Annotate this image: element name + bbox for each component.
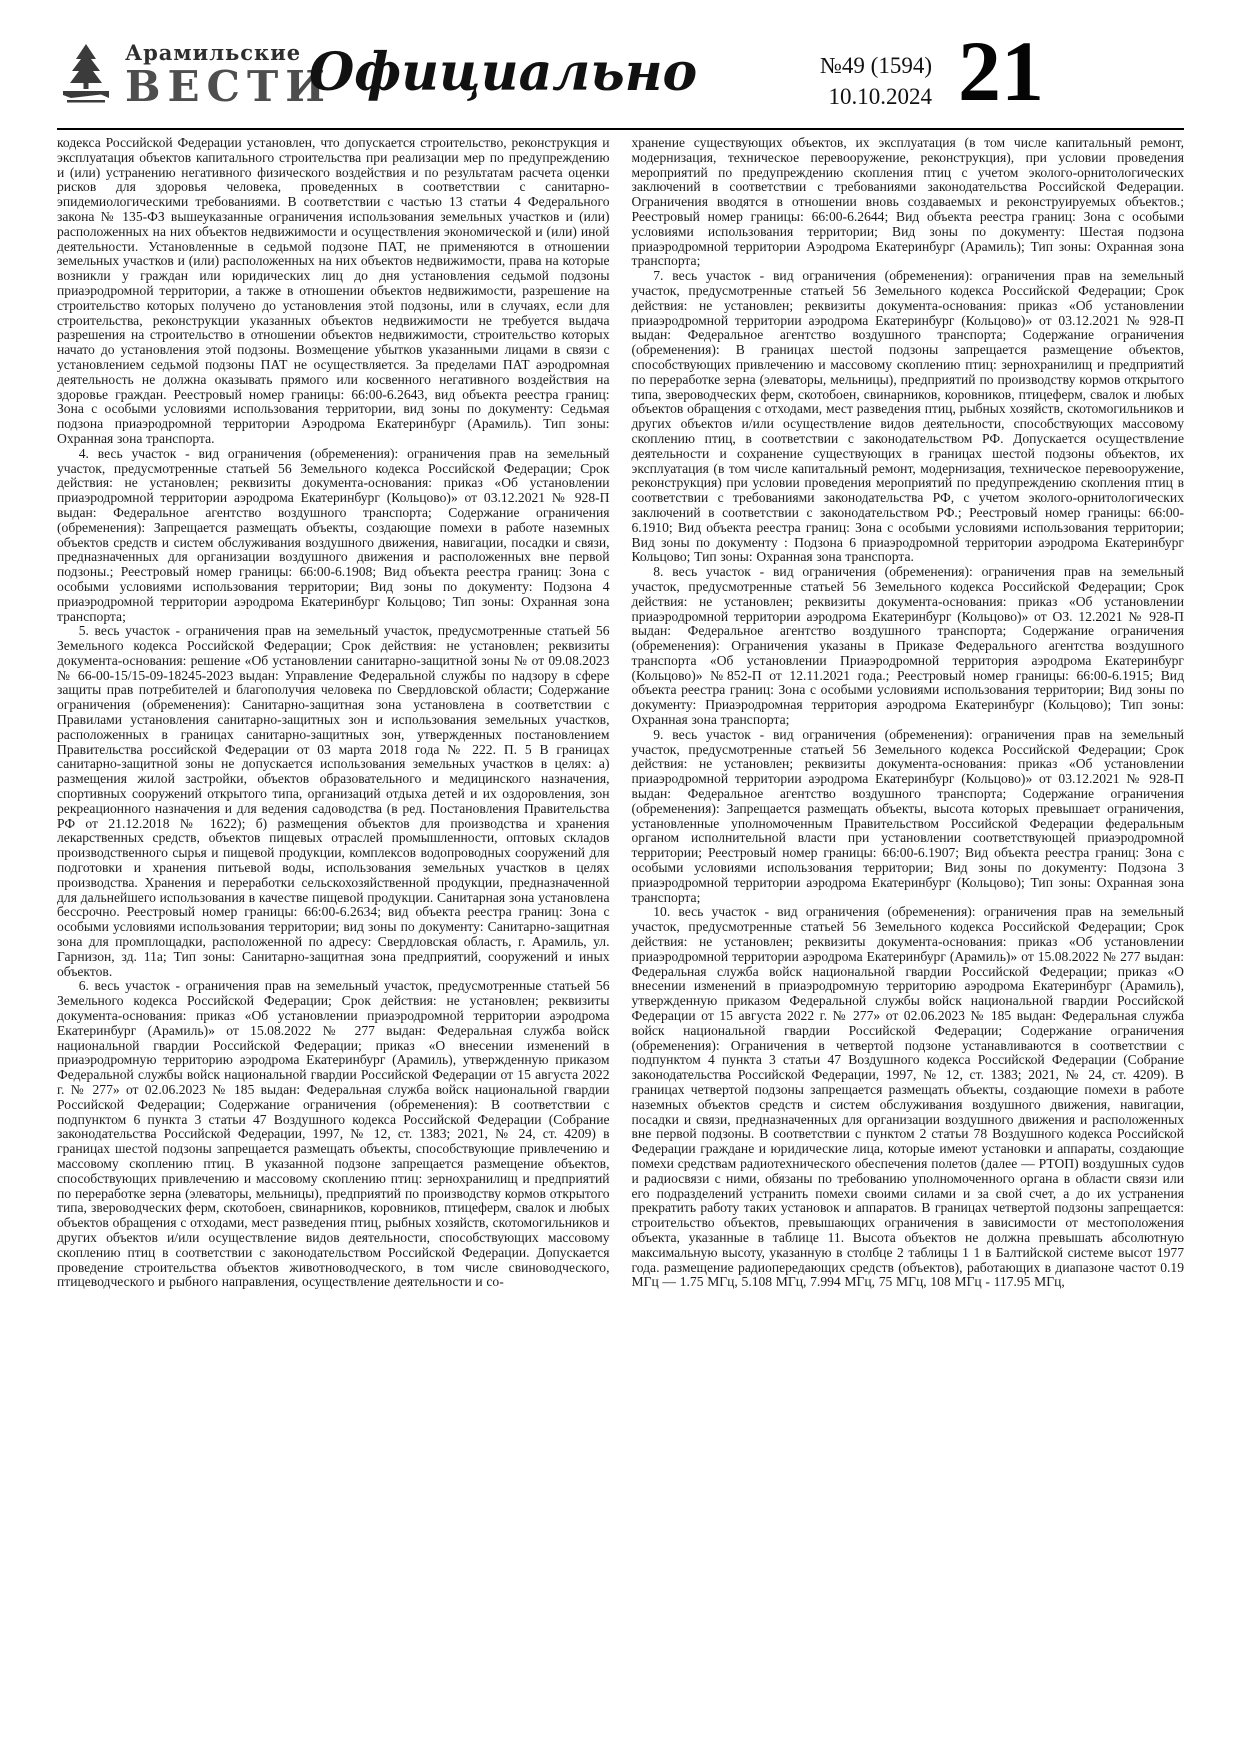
article-body	[57, 130, 1184, 1290]
paragraph-continuation: хранение существующих объектов, их эксплуатация (в том числе капитальный ремонт, модернизация, техническое перевооружение, реконструкция), при условии проведения мероприятий по предупреждению скопления птиц с учетом эколого-орнитологических заключений в соответствии с требованиями законодательства Российской Федерации. Ограничения вводятся в отношении вновь создаваемых и реконструируемых объектов.; Реестровый номер границы: 66:00-6.2644; Вид объекта реестра границ: Зона с особыми условиями использования территории; Вид зоны по документу: Шестая подзона приаэродромной территории Аэродрома Екатеринбург (Арамиль); Тип зоны: Охранная зона транспорта;	[631, 135, 1184, 269]
paragraph-item-4: 4. весь участок - вид ограничения (обременения): ограничения прав на земельный участок, предусмотренные статьей 56 Земельного кодекса Российской Федерации; Срок действия: не установлен; реквизиты документа-основания: приказ «Об установлении приаэродромной территории аэродрома Екатеринбург (Кольцово)» от 03.12.2021 № 928-П выдан: Федеральное агентство воздушного транспорта; Содержание ограничения (обременения): Запрещается размещать объекты, создающие помехи в работе наземных объектов средств и систем обслуживания воздушного движения, навигации, посадки и связи, предназначенных для организации воздушного движения и расположенных вне первой подзоны.; Реестровый номер границы: 66:00-6.1908; Вид объекта реестра границ: Зона с особыми условиями использования территории; Вид зоны по документу: Подзона 4 приаэродромной территории аэродрома Екатеринбург Кольцово; Тип зоны: Охранная зона транспорта;	[57, 445, 610, 624]
masthead	[57, 23, 1184, 126]
paragraph-item-6: 6. весь участок - ограничения прав на земельный участок, предусмотренные статьей 56 Земельного кодекса Российской Федерации; Срок действия: не установлен; реквизиты документа-основания: приказ «Об установлении приаэродромной территории аэродрома Екатеринбург (Арамиль)» от 15.08.2022 № 277 выдан: Федеральная служба войск национальной гвардии Российской Федерации; приказ «О внесении изменений в приаэродромную территорию аэродрома Екатеринбург (Арамиль), утвержденную приказом Федеральной службы войск национальной гвардии Российской Федерации от 15 августа 2022 г. № 277» от 02.06.2023 № 185 выдан: Федеральная служба войск национальной гвардии Российской Федерации; Содержание ограничения (обременения): В соответствии с подпунктом 6 пункта 3 статьи 47 Воздушного кодекса Российской Федерации (Собрание законодательства Российской Федерации, 1997, № 12, ст. 1383; 2021, № 24, ст. 4209) в границах шестой подзоны запрещается размещать объекты, способствующие привлечению и массовому скоплению птиц. В указанной подзоне запрещается размещение объектов, способствующих привлечению и массовому скоплению птиц: зернохранилищ и предприятий по переработке зерна (элеваторы, мельницы), предприятий по производству кормов открытого типа, звероводческих ферм, скотобоен, свинарников, коровников, птицеферм, свалок и любых объектов обращения с отходами, мест разведения птиц, рыбных хозяйств, скотомогильников и других объектов и/или осуществление видов деятельности, способствующих массовому скоплению птиц в соответствии с законодательством Российской Федерации. Допускается проведение строительства объектов животноводческого, в том числе свиноводческого, птицеводческого и рыбного направления, осуществление деятельности и со-	[57, 978, 610, 1290]
issue-number: №49 (1594)	[819, 53, 932, 78]
section-title: Официально	[309, 42, 698, 103]
paragraph-item-7: 7. весь участок - вид ограничения (обременения): ограничения прав на земельный участок, предусмотренные статьей 56 Земельного кодекса Российской Федерации; Срок действия: не установлен; реквизиты документа-основания: приказ «Об установлении приаэродромной территории аэродрома Екатеринбург (Кольцово)» от 03.12.2021 № 928-П выдан: Федеральное агентство воздушного транспорта; Содержание ограничения (обременения): В границах шестой подзоны запрещается размещение объектов, способствующих привлечению и массовому скоплению птиц: зернохранилищ и предприятий по переработке зерна (элеваторы, мельницы), предприятий по производству кормов открытого типа, звероводческих ферм, скотобоен, свинарников, коровников, птицеферм, свалок и любых объектов обращения с отходами, мест разведения птиц, рыбных хозяйств, скотомогильников и других объектов и/или осуществление видов деятельности, способствующих массовому скоплению птиц, в соответствии с законодательством РФ. Допускается осуществление деятельности и сохранение существующих в границах шестой подзоны объектов, их эксплуатация (в том числе капитальный ремонт, модернизация, техническое перевооружение, реконструкция) при условии проведения мероприятий по предупреждению скопления птиц в соответствии с требованиями законодательства РФ, с учетом эколого-орнитологических заключений в соответствии с законодательством РФ.; Реестровый номер границы: 66:00-6.1910; Вид объекта реестра границ: Зона с особыми условиями использования территории; Вид зоны по документу : Подзона 6 приаэродромной территории аэродрома Екатеринбург Кольцово; Тип зоны: Охранная зона транспорта.	[631, 268, 1184, 565]
issue-block	[820, 50, 932, 112]
left-column	[57, 136, 610, 1290]
aramil-crest-icon	[57, 42, 115, 104]
newspaper-brand	[57, 40, 332, 112]
paragraph-item-9: 9. весь участок - вид ограничения (обременения): ограничения прав на земельный участок, предусмотренные статьей 56 Земельного кодекса Российской Федерации; Срок действия: не установлен; реквизиты документа-основания: приказ «Об установлении приаэродромной территории аэродрома Екатеринбург (Кольцово)» от 03.12.2021 № 928-П выдан: Федеральное агентство воздушного транспорта; Содержание ограничения (обременения): Запрещается размещать объекты, высота которых превышает ограничения, установленные уполномоченным Правительством Российской Федерации федеральным органом исполнительной власти при установлении соответствующей приаэродромной территории; Реестровый номер границы: 66:00-6.1907; Вид объекта реестра границ: Зона с особыми условиями использования территории; Вид зоны по документу: Подзона 3 приаэродромной территории аэродрома Екатеринбург (Кольцово); Тип зоны: Охранная зона транспорта;	[631, 726, 1184, 905]
issue-date: 10.10.2024	[828, 84, 932, 110]
brand-name-bottom: ВЕСТИ	[125, 62, 332, 112]
brand-name-top: Арамильские	[125, 40, 302, 65]
paragraph-item-5: 5. весь участок - ограничения прав на земельный участок, предусмотренные статьей 56 Земельного кодекса Российской Федерации; Срок действия: не установлен; реквизиты документа-основания: решение «Об установлении санитарно-защитной зоны № от 09.08.2023 № 66-00-15/15-09-18245-2023 выдан: Управление Федеральной службы по надзору в сфере защиты прав потребителей и благополучия человека по Свердловской области; Содержание ограничения (обременения): Санитарно-защитная зона установлена в соответствии с Правилами установления санитарно-защитных зон и использования земельных участков, расположенных в границах санитарно-защитных зон, утвержденных постановлением Правительства российской Федерации от 03 марта 2018 года № 222. П. 5 В границах санитарно-защитной зоны не допускается использования земельных участков в целях: а) размещения жилой застройки, объектов образовательного и медицинского назначения, спортивных сооружений открытого типа, организаций отдыха детей и их оздоровления, зон рекреационного назначения и для ведения садоводства (в ред. Постановления Правительства РФ от 21.12.2018 № 1622); б) размещения объектов для производства и хранения лекарственных средств, объектов пищевых отраслей промышленности, оптовых складов производственного сырья и пищевой продукции, комплексов водопроводных сооружений для подготовки и хранения питьевой воды, использования земельных участков в целях производства. Хранения и переработки сельскохозяйственной продукции, предназначенной для дальнейшего использования в качестве пищевой продукции. Санитарная зона установлена бессрочно. Реестровый номер границы: 66:00-6.2634; вид объекта реестра границ: Зона с особыми условиями использования территории; вид зоны по документу: Санитарно-защитная зона для промплощадки, расположенной по адресу: Свердловская область, г. Арамиль, ул. Гарнизон, зд. 11а; Тип зоны: Санитарно-защитная зона предприятий, сооружений и иных объектов.	[57, 623, 610, 979]
paragraph-item-10: 10. весь участок - вид ограничения (обременения): ограничения прав на земельный участок, предусмотренные статьей 56 Земельного кодекса Российской Федерации; Срок действия: не установлен; реквизиты документа-основания: приказ «Об установлении приаэродромной территории аэродрома Екатеринбург (Арамиль)» от 15.08.2022 № 277 выдан: Федеральная служба войск национальной гвардии Российской Федерации; приказ «О внесении изменений в приаэродромную территорию аэродрома Екатеринбург (Арамиль), утвержденную приказом Федеральной службы войск национальной гвардии Российской Федерации от 15 августа 2022 г. № 277» от 02.06.2023 № 185 выдан: Федеральная служба войск национальной гвардии Российской Федерации; Содержание ограничения (обременения): Ограничения в четвертой подзоне устанавливаются в соответствии с подпунктом 4 пункта 3 статьи 47 Воздушного кодекса Российской Федерации (Собрание законодательства Российской Федерации, 1997, № 12, ст. 1383; 2021, № 24, ст. 4209). В границах четвертой подзоны запрещается размещать объекты, создающие помехи в работе наземных объектов средств и систем обслуживания воздушного движения, навигации, посадки и связи, предназначенных для организации воздушного движения и расположенных вне первой подзоны. В соответствии с пунктом 2 статьи 78 Воздушного кодекса Российской Федерации граждане и юридические лица, которые имеют установки и аппараты, создающие помехи средствам радиотехнического обеспечения полетов (далее — РТОП) воздушных судов и радиосвязи с ними, обязаны по требованию уполномоченного органа в области связи или его подразделений устранить помехи своими силами и за свой счет, а до их устранения прекратить работу таких установок и аппаратов. В границах четвертой подзоны запрещается: строительство объектов, превышающих ограничения в зависимости от местоположения объекта, указанные в таблице 11. Высота объектов не должна превышать абсолютную максимальную высоту, указанную в столбце 2 таблицы 1 1 в Балтийской системе высот 1977 года. размещение радиопередающих средств (объектов), работающих в диапазоне частот 0.19 МГц — 1.75 МГц, 5.108 МГц, 7.994 МГц, 75 МГц, 108 МГц - 117.95 МГц,	[631, 904, 1184, 1290]
paragraph-continuation: кодекса Российской Федерации установлен, что допускается строительство, реконструкция и эксплуатация объектов капитального строительства при реализации мер по предупреждению и (или) устранению негативного физического воздействия и по результатам расчета оценки рисков для здоровья человека, проведенных в соответствии с санитарно-эпидемиологическими требованиями. В соответствии с частью 13 статьи 4 Федерального закона № 135-ФЗ вышеуказанные ограничения использования земельных участков и (или) расположенных на них объектов недвижимости и осуществления экономической и (или) иной деятельности. Установленные в седьмой подзоне ПАТ, не применяются в отношении земельных участков и (или) расположенных на них объектов недвижимости, права на которые возникли у граждан или юридических лиц до дня установления седьмой подзоны приаэродромной территории, а также в отношении объектов недвижимости, разрешение на строительство которых получено до установления этой подзоны, или в случаях, если для строительства, реконструкции указанных объектов недвижимости не требуется выдача разрешения на строительство в отношении объектов недвижимости, строительство которых начато до установления этой подзоны. Возмещение убытков указанными лицами в связи с установлением седьмой подзоны ПАТ не осуществляется. За пределами ПАТ аэродромная деятельность не должна оказывать прямого или косвенного негативного воздействия на здоровье граждан. Реестровый номер границы: 66:00-6.2643, вид объекта реестра границ: Зона с особыми условиями использования территории, вид зоны по документу: Седьмая подзона приаэродромной территории Аэродрома Екатеринбург (Арамиль). Тип зоны: Охранная зона транспорта.	[57, 135, 610, 446]
brand-text	[125, 40, 332, 112]
right-column	[632, 136, 1185, 1290]
paragraph-item-8: 8. весь участок - вид ограничения (обременения): ограничения прав на земельный участок, предусмотренные статьей 56 Земельного кодекса Российской Федерации; Срок действия: не установлен; реквизиты документа-основания: приказ «Об установлении приаэродромной территории аэродрома Екатеринбург (Кольцово)» от ОЗ. 12.2021 № 928-П выдан: Федеральное агентство воздушного транспорта; Содержание ограничения (обременения): Ограничения указаны в Приказе Федерального агентства воздушного транспорта «Об установлении Приаэродромной территория аэродрома Екатеринбург (Кольцово)» №852-П от 12.11.2021 года.; Реестровый номер границы: 66:00-6.1915; Вид объекта реестра границ: Зона с особыми условиями использования территории; Вид зоны по документу: Приаэродромная территория аэродрома Екатеринбург (Кольцово); Тип зоны: Охранная зона транспорта;	[631, 564, 1184, 728]
page-number: 21	[958, 23, 1044, 119]
